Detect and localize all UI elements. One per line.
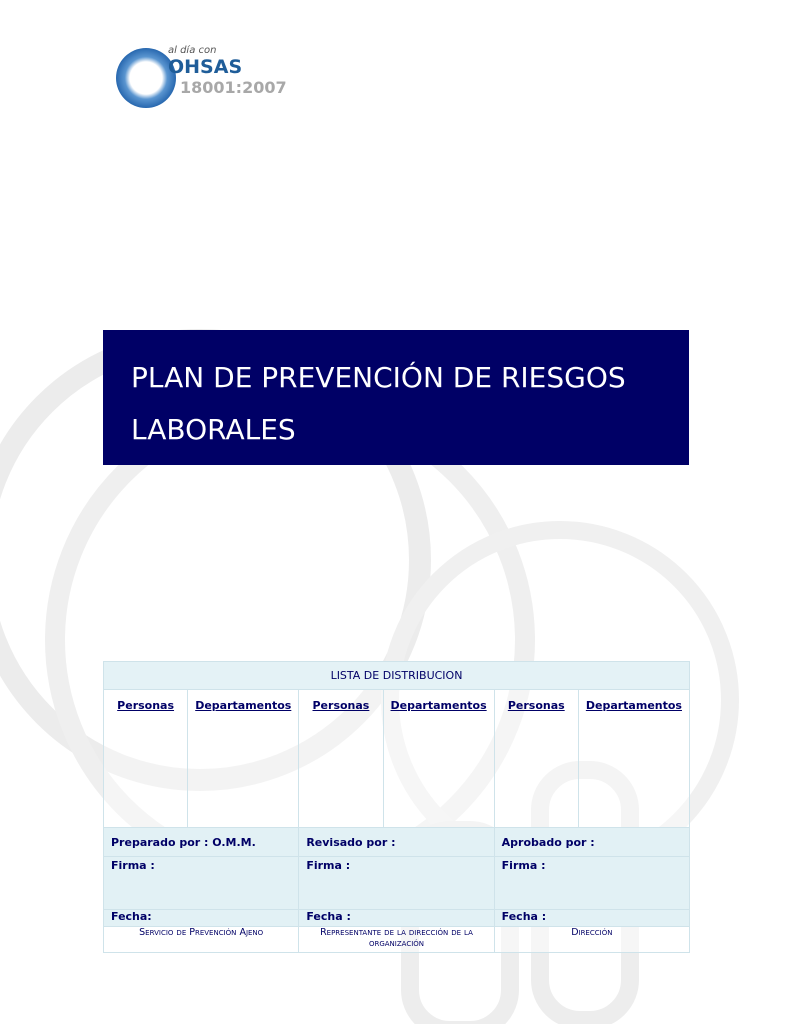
footer-role: Dirección [494,927,689,953]
col-personas: Personas [104,690,188,828]
prepared-by: Preparado por : O.M.M. [104,828,299,857]
title-banner [103,330,689,465]
logo-name: OHSAS [168,56,243,78]
footer-role: Servicio de Prevención Ajeno [104,927,299,953]
approved-by: Aprobado por : [494,828,689,857]
col-departamentos: Departamentos [578,690,689,828]
logo-standard: 18001:2007 [180,78,287,97]
logo-tagline: al día con [168,45,217,56]
reviewed-by: Revisado por : [299,828,494,857]
signature-field: Firma : [299,857,494,910]
date-field: Fecha : [494,910,689,927]
globe-icon [116,48,176,108]
date-field: Fecha : [299,910,494,927]
document-title: PLAN DE PREVENCIÓN DE RIESGOS LABORALES [131,361,626,446]
col-departamentos: Departamentos [383,690,494,828]
col-personas: Personas [494,690,578,828]
distribution-table [103,661,690,953]
col-departamentos: Departamentos [188,690,299,828]
date-field: Fecha: [104,910,299,927]
distribution-heading: LISTA DE DISTRIBUCION [104,662,690,690]
col-personas: Personas [299,690,383,828]
signature-field: Firma : [494,857,689,910]
ohsas-logo [110,40,290,115]
signature-field: Firma : [104,857,299,910]
footer-role: Representante de la dirección de la organización [299,927,494,953]
